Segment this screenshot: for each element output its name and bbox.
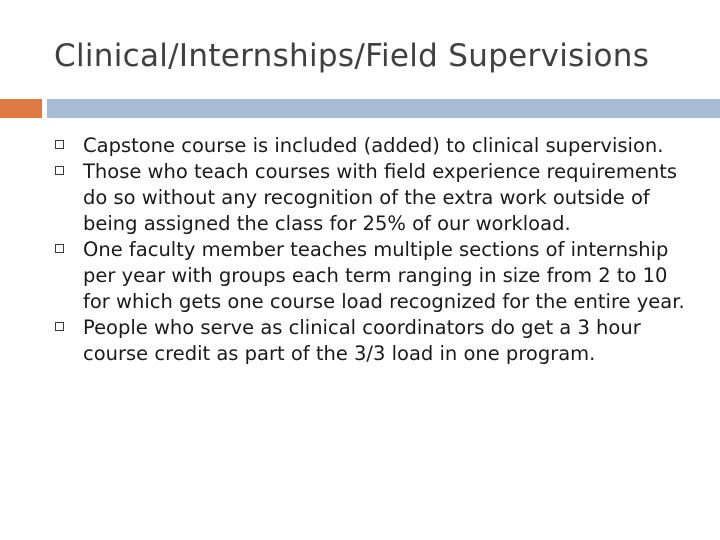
hollow-square-bullet-icon — [55, 322, 64, 331]
hollow-square-bullet-icon — [55, 166, 64, 175]
bullet-text: Those who teach courses with field experience requirements do so without any recognition of the extra work outside of being assigned the class for 25% of our workload. — [83, 160, 678, 235]
slide-title: Clinical/Internships/Field Supervisions — [54, 38, 650, 74]
accent-bar-blue — [47, 99, 720, 118]
hollow-square-bullet-icon — [55, 244, 64, 253]
bullet-item — [54, 133, 694, 159]
bullet-text: People who serve as clinical coordinators do get a 3 hour course credit as part of the 3/3 load in one program. — [83, 316, 641, 365]
bullet-item — [54, 237, 694, 315]
accent-bar-orange — [0, 99, 42, 118]
bullet-text: One faculty member teaches multiple sections of internship per year with groups each term ranging in size from 2 to 10 for which gets one course load recognized for the entire year. — [83, 238, 685, 313]
bullet-item — [54, 159, 694, 237]
bullet-list — [54, 133, 694, 367]
bullet-item — [54, 315, 694, 367]
bullet-text: Capstone course is included (added) to clinical supervision. — [83, 134, 664, 157]
hollow-square-bullet-icon — [55, 140, 64, 149]
